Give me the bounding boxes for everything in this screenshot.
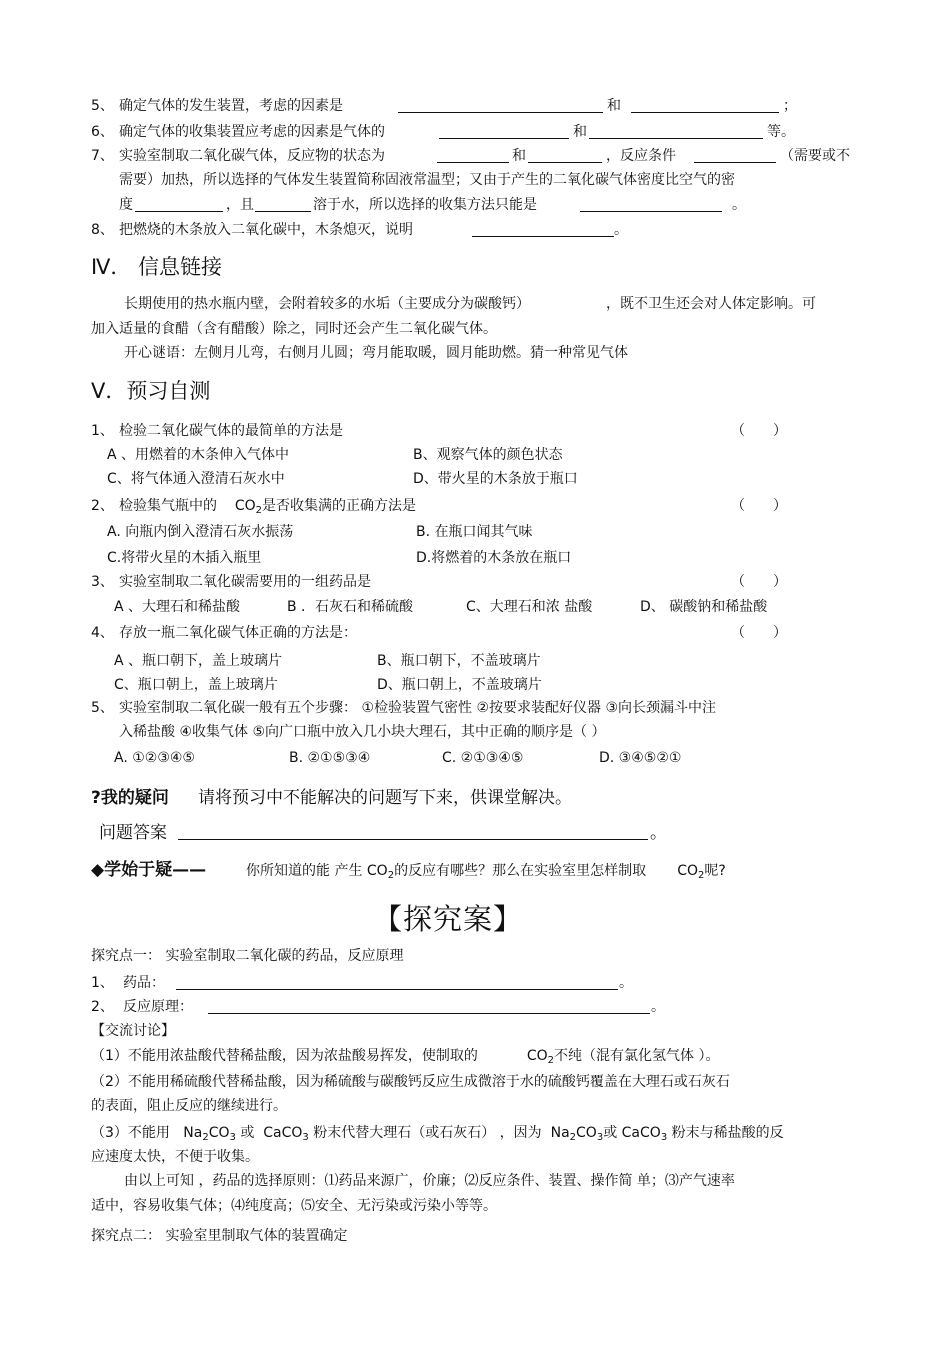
answer-blank[interactable] — [208, 999, 650, 1014]
quiz-question-5: 5、 实验室制取二氧化碳一般有五个步骤： ①检验装置气密性 ②按要求装配好仪器 ③向长颈漏斗中注 — [91, 700, 717, 716]
reaction-item: 2、 反应原理： — [91, 999, 193, 1015]
option-a[interactable]: A 、瓶口朝下，盖上玻璃片 — [114, 653, 283, 669]
riddle-text: 开心谜语：左侧月儿弯，右侧月儿圆；弯月能取暖，圆月能助燃。猜一种常见气体 — [124, 345, 628, 361]
quiz-question-4: 4、 存放一瓶二氧化碳气体正确的方法是： — [91, 625, 357, 641]
answer-blank[interactable] — [528, 148, 602, 163]
info-paragraph-line2: 加入适量的食醋（含有醋酸）除之，同时还会产生二氧化碳气体。 — [91, 321, 497, 337]
answer-blank[interactable] — [255, 197, 311, 212]
quiz-question-1: 1、 检验二氧化碳气体的最简单的方法是 — [91, 423, 343, 439]
answer-blank[interactable] — [589, 124, 763, 139]
answer-blank[interactable] — [178, 824, 648, 840]
question-7-line3: 度 — [119, 197, 133, 213]
answer-paren[interactable]: （ ） — [731, 423, 787, 439]
quiz-question-2: 2、 检验集气瓶中的 $CO_2$是否收集满的正确方法是 — [91, 498, 416, 516]
learn-title: ◆学始于疑—— — [91, 860, 207, 880]
answer-label: 问题答案 — [99, 823, 167, 843]
option-c[interactable]: C、瓶口朝上，盖上玻璃片 — [114, 677, 278, 693]
drug-item: 1、 药品： — [91, 975, 165, 991]
end-text: 。 — [614, 222, 628, 238]
option-d[interactable]: D、带火星的木条放于瓶口 — [413, 471, 578, 487]
section-title: Ⅳ． 信息链接 — [91, 255, 223, 279]
discussion-2: （2）不能用稀硫酸代替稀盐酸，因为稀硫酸与碳酸钙反应生成微溶于水的硫酸钙覆盖在大理石或石灰石 — [91, 1074, 730, 1090]
option-b[interactable]: B. 在瓶口闻其气味 — [416, 524, 533, 540]
question-7: 7、 实验室制取二氧化碳气体，反应物的状态为 — [91, 148, 385, 164]
option-b[interactable]: B ．石灰石和稀硫酸 — [287, 599, 414, 615]
principle-text-line2: 适中，容易收集气体；⑷纯度高；⑸安全、无污染或污染小等等。 — [91, 1198, 497, 1214]
answer-blank[interactable] — [176, 975, 618, 990]
answer-blank[interactable] — [437, 148, 509, 163]
option-c[interactable]: C、大理石和浓 盐酸 — [466, 599, 593, 615]
end-text: ； — [783, 98, 797, 114]
learn-question: 你所知道的能 产生 $CO_2$的反应有哪些？那么在实验室里怎样制取 $CO_2$呢? — [246, 863, 726, 881]
and-text: 和 — [573, 124, 587, 140]
question-7-line2: 需要）加热，所以选择的气体发生装置简称固液常温型；又由于产生的二氧化碳气体密度比空气的密 — [119, 172, 735, 188]
option-b[interactable]: B. ②①⑤③④ — [289, 750, 371, 766]
info-paragraph-cont: ，既不卫生还会对人体定影响。可 — [606, 296, 816, 312]
condition-note: （需要或不 — [780, 148, 850, 164]
and-text: 和 — [512, 148, 526, 164]
discussion-title: 【交流讨论】 — [91, 1023, 175, 1039]
line-text: 溶于水，所以选择的收集方法只能是 — [313, 197, 537, 213]
quiz-question-5-line2: 入稀盐酸 ④收集气体 ⑤向广口瓶中放入几小块大理石，其中正确的顺序是（ ） — [119, 724, 606, 740]
answer-blank[interactable] — [631, 98, 779, 113]
line-text: ，且 — [226, 197, 254, 213]
discussion-3: （3）不能用 $Na_2CO_3$ 或 CaCO$_3$ 粉末代替大理石（或石灰石） ，因为 $Na_2CO_3$或 CaCO$_3$ 粉末与稀盐酸的反 — [91, 1125, 784, 1143]
explore-point-2: 探究点二： 实验室里制取气体的装置确定 — [91, 1228, 348, 1244]
question-8: 8、 把燃烧的木条放入二氧化碳中，木条熄灭，说明 — [91, 222, 413, 238]
info-paragraph: 长期使用的热水瓶内壁，会附着较多的水垢（主要成分为碳酸钙） — [124, 296, 530, 312]
end-text: 等。 — [767, 124, 795, 140]
option-a[interactable]: A 、用燃着的木条伸入气体中 — [107, 447, 290, 463]
quiz-question-3: 3、 实验室制取二氧化碳需要用的一组药品是 — [91, 574, 371, 590]
option-d[interactable]: D、 碳酸钠和稀盐酸 — [640, 599, 768, 615]
option-b[interactable]: B、观察气体的颜色状态 — [413, 447, 563, 463]
discussion-3-line2: 应速度太快，不便于收集。 — [91, 1149, 259, 1165]
answer-blank[interactable] — [694, 148, 776, 163]
option-d[interactable]: D、瓶口朝上，不盖玻璃片 — [377, 677, 542, 693]
answer-paren[interactable]: （ ） — [731, 574, 787, 590]
option-d[interactable]: D. ③④⑤②① — [599, 750, 682, 766]
section-title: Ⅴ．预习自测 — [91, 379, 211, 403]
end-text: 。 — [651, 999, 665, 1015]
doubt-title: ?我的疑问 — [91, 788, 169, 808]
answer-blank[interactable] — [472, 222, 614, 237]
option-c[interactable]: C.将带火星的木插入瓶里 — [107, 550, 262, 566]
question-6: 6、 确定气体的收集装置应考虑的因素是气体的 — [91, 124, 385, 140]
explore-header: 【探究案】 — [373, 902, 524, 936]
end-text: 。 — [650, 823, 667, 843]
answer-blank[interactable] — [398, 98, 603, 113]
answer-paren[interactable]: （ ） — [731, 625, 787, 641]
answer-blank[interactable] — [580, 197, 722, 212]
discussion-1: （1）不能用浓盐酸代替稀盐酸，因为浓盐酸易挥发，使制取的 $CO_2$不纯（混有氯化氢气体 ）。 — [91, 1048, 720, 1066]
option-a[interactable]: A. 向瓶内倒入澄清石灰水振荡 — [107, 524, 294, 540]
option-b[interactable]: B、瓶口朝下，不盖玻璃片 — [377, 653, 541, 669]
option-a[interactable]: A. ①②③④⑤ — [114, 750, 195, 766]
end-text: 。 — [732, 197, 746, 213]
and-text: 和 — [607, 98, 621, 114]
end-text: 。 — [619, 975, 633, 991]
answer-blank[interactable] — [439, 124, 569, 139]
option-c[interactable]: C. ②①③④⑤ — [442, 750, 524, 766]
option-c[interactable]: C、将气体通入澄清石灰水中 — [107, 471, 285, 487]
question-5: 5、 确定气体的发生装置，考虑的因素是 — [91, 98, 343, 114]
discussion-2-line2: 的表面，阻止反应的继续进行。 — [91, 1098, 287, 1114]
answer-blank[interactable] — [135, 197, 223, 212]
option-a[interactable]: A 、大理石和稀盐酸 — [114, 599, 241, 615]
option-d[interactable]: D.将燃着的木条放在瓶口 — [416, 550, 572, 566]
condition-text: ，反应条件 — [606, 148, 676, 164]
doubt-text: 请将预习中不能解决的问题写下来，供课堂解决。 — [198, 788, 572, 808]
answer-paren[interactable]: （ ） — [731, 498, 787, 514]
explore-point-1: 探究点一： 实验室制取二氧化碳的药品，反应原理 — [91, 948, 404, 964]
principle-text: 由以上可知 ，药品的选择原则：⑴药品来源广，价廉；⑵反应条件、装置、操作简 单；⑶产气速率 — [124, 1173, 735, 1189]
